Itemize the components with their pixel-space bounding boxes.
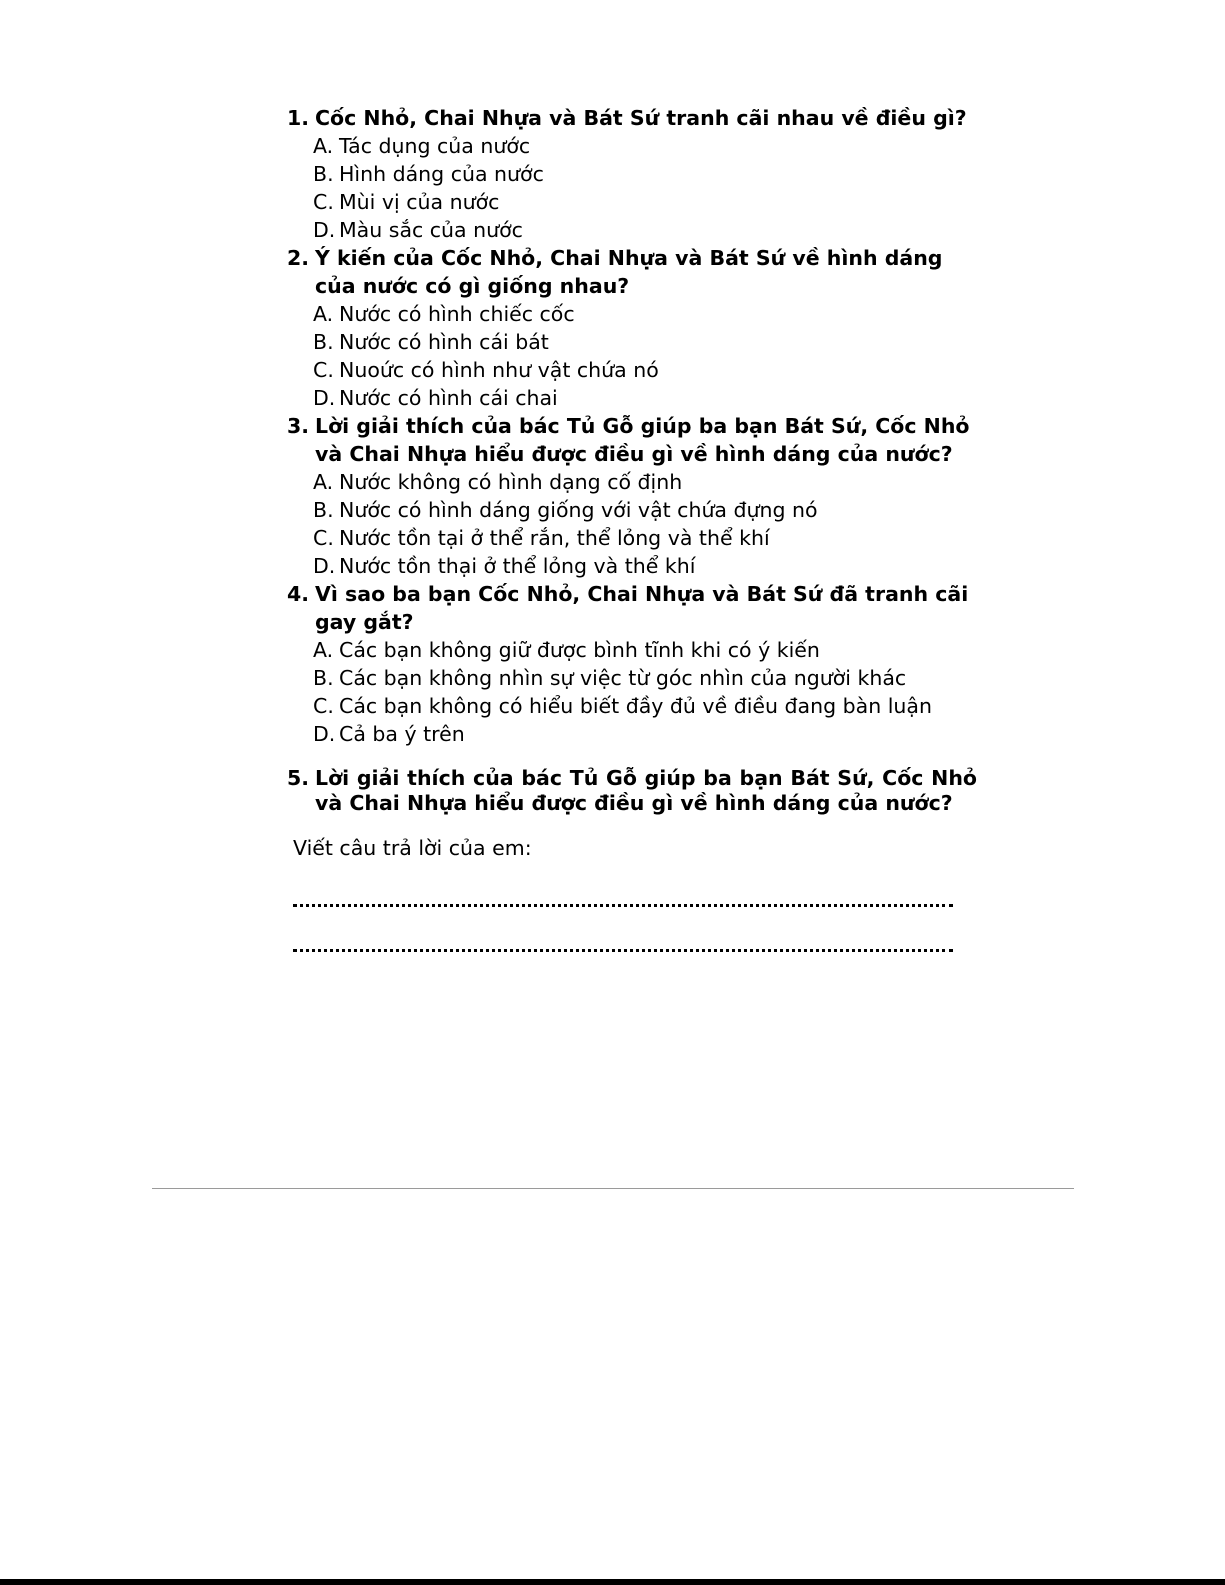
option-c[interactable] xyxy=(313,524,977,552)
option-letter: A. xyxy=(313,638,334,662)
option-a[interactable] xyxy=(313,636,977,664)
option-c[interactable] xyxy=(313,356,977,384)
question-2 xyxy=(287,244,977,300)
option-a[interactable] xyxy=(313,132,977,160)
option-text: Các bạn không giữ được bình tĩnh khi có ý kiến xyxy=(339,638,820,662)
question-text: Ý kiến của Cốc Nhỏ, Chai Nhựa và Bát Sứ về hình dáng của nước có gì giống nhau? xyxy=(315,246,943,298)
answer-prompt: Viết câu trả lời của em: xyxy=(293,836,532,860)
option-b[interactable] xyxy=(313,160,977,188)
option-text: Các bạn không nhìn sự việc từ góc nhìn của người khác xyxy=(339,666,907,690)
option-letter: A. xyxy=(313,470,334,494)
question-5 xyxy=(287,766,977,816)
option-b[interactable] xyxy=(313,496,977,524)
option-letter: D. xyxy=(313,218,336,242)
bottom-border xyxy=(0,1579,1225,1585)
question-number: 4. xyxy=(287,582,310,606)
option-text: Màu sắc của nước xyxy=(339,218,523,242)
option-b[interactable] xyxy=(313,328,977,356)
question-number: 1. xyxy=(287,106,310,130)
option-letter: C. xyxy=(313,190,334,214)
option-d[interactable] xyxy=(313,216,977,244)
answer-line-2[interactable] xyxy=(293,929,953,952)
option-d[interactable] xyxy=(313,552,977,580)
option-a[interactable] xyxy=(313,468,977,496)
question-4 xyxy=(287,580,977,636)
option-text: Nước không có hình dạng cố định xyxy=(339,470,683,494)
option-letter: A. xyxy=(313,302,334,326)
option-letter: C. xyxy=(313,526,334,550)
question-text: Vì sao ba bạn Cốc Nhỏ, Chai Nhựa và Bát Sứ đã tranh cãi gay gắt? xyxy=(315,582,969,634)
option-text: Nước tồn thại ở thể lỏng và thể khí xyxy=(339,554,696,578)
question-1 xyxy=(287,104,977,132)
question-number: 5. xyxy=(287,766,310,790)
option-letter: D. xyxy=(313,386,336,410)
option-letter: B. xyxy=(313,330,334,354)
option-text: Tác dụng của nước xyxy=(339,134,531,158)
question-text: Lời giải thích của bác Tủ Gỗ giúp ba bạn Bát Sứ, Cốc Nhỏ và Chai Nhựa hiểu được điều gì về hình dáng của nước? xyxy=(315,414,970,466)
page-divider xyxy=(152,1188,1074,1189)
option-c[interactable] xyxy=(313,692,977,720)
question-number: 3. xyxy=(287,414,310,438)
option-letter: B. xyxy=(313,162,334,186)
question-3 xyxy=(287,412,977,468)
option-text: Hình dáng của nước xyxy=(339,162,544,186)
options-list-3 xyxy=(287,468,977,580)
option-letter: C. xyxy=(313,694,334,718)
option-text: Mùi vị của nước xyxy=(339,190,500,214)
option-text: Các bạn không có hiểu biết đầy đủ về điều đang bàn luận xyxy=(339,694,932,718)
answer-line-1[interactable] xyxy=(293,884,953,907)
option-letter: D. xyxy=(313,554,336,578)
option-text: Nuoức có hình như vật chứa nó xyxy=(339,358,659,382)
option-letter: D. xyxy=(313,722,336,746)
option-d[interactable] xyxy=(313,720,977,748)
options-list-4 xyxy=(287,636,977,748)
option-letter: B. xyxy=(313,666,334,690)
option-letter: A. xyxy=(313,134,334,158)
question-text: Lời giải thích của bác Tủ Gỗ giúp ba bạn Bát Sứ, Cốc Nhỏ và Chai Nhựa hiểu được điều gì về hình dáng của nước? xyxy=(315,766,977,815)
worksheet xyxy=(287,104,977,952)
option-text: Nước có hình dáng giống với vật chứa đựng nó xyxy=(339,498,818,522)
option-letter: B. xyxy=(313,498,334,522)
options-list-2 xyxy=(287,300,977,412)
option-text: Nước tồn tại ở thể rắn, thể lỏng và thể khí xyxy=(339,526,770,550)
option-text: Nước có hình cái chai xyxy=(339,386,558,410)
option-a[interactable] xyxy=(313,300,977,328)
option-letter: C. xyxy=(313,358,334,382)
option-d[interactable] xyxy=(313,384,977,412)
option-text: Nước có hình cái bát xyxy=(339,330,549,354)
options-list-1 xyxy=(287,132,977,244)
option-text: Nước có hình chiếc cốc xyxy=(339,302,575,326)
option-c[interactable] xyxy=(313,188,977,216)
option-text: Cả ba ý trên xyxy=(339,722,465,746)
question-text: Cốc Nhỏ, Chai Nhựa và Bát Sứ tranh cãi nhau về điều gì? xyxy=(315,106,967,130)
option-b[interactable] xyxy=(313,664,977,692)
question-number: 2. xyxy=(287,246,310,270)
